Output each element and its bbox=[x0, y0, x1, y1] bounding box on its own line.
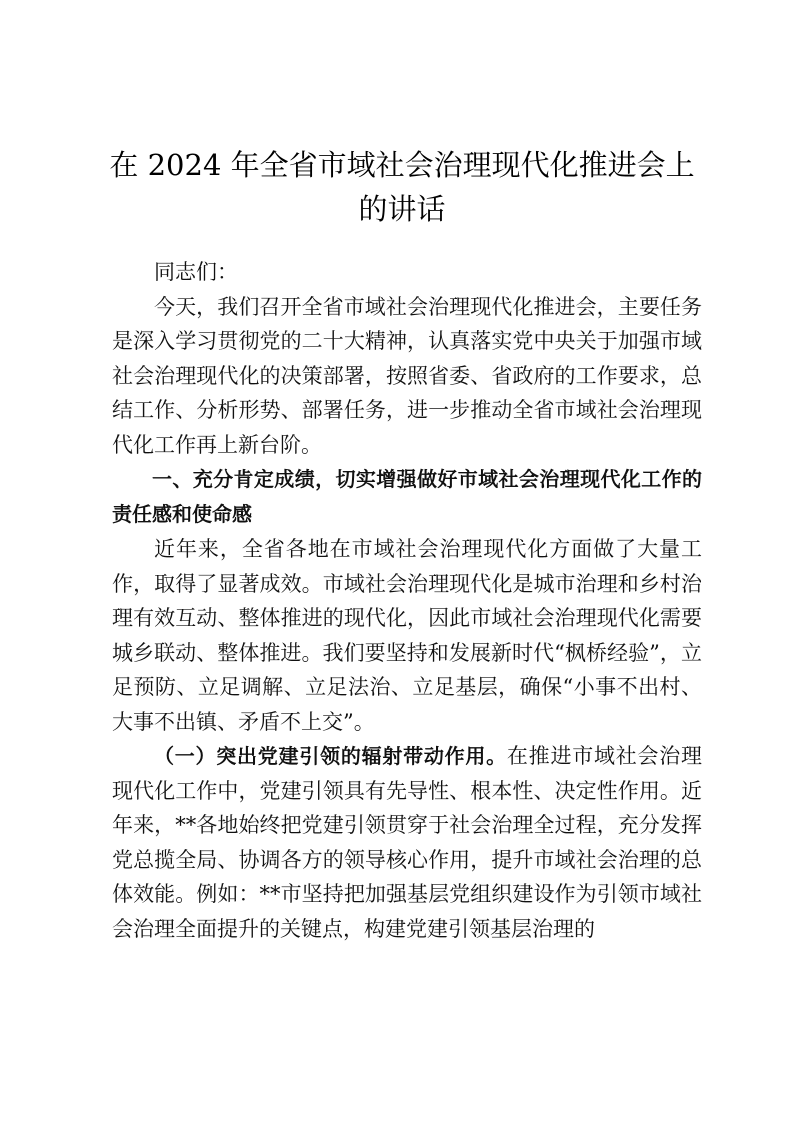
salutation: 同志们： bbox=[154, 260, 238, 284]
document-body bbox=[112, 255, 702, 946]
section-1-paragraph: 近年来，全省各地在市域社会治理现代化方面做了大量工作，取得了显著成效。市域社会治理现代化是城市治理和乡村治理有效互动、整体推进的现代化，因此市域社会治理现代化需要城乡联动、整体推进。我们要坚持和发展新时代“枫桥经验”，立足预防、立足调解、立足法治、立足基层，确保“小事不出村、大事不出镇、矛盾不上交”。 bbox=[112, 537, 702, 734]
intro-paragraph: 今天，我们召开全省市域社会治理现代化推进会，主要任务是深入学习贯彻党的二十大精神，认真落实党中央关于加强市域社会治理现代化的决策部署，按照省委、省政府的工作要求，总结工作、分析形势、部署任务，进一步推动全省市域社会治理现代化工作再上新台阶。 bbox=[112, 294, 702, 457]
subsection-1-text: 在推进市域社会治理现代化工作中，党建引领具有先导性、根本性、决定性作用。近年来，**各地始终把党建引领贯穿于社会治理全过程，充分发挥党总揽全局、协调各方的领导核心作用，提升市域社会治理的总体效能。例如：**市坚持把加强基层党组织建设作为引领市域社会治理全面提升的关键点，构建党建引领基层治理的 bbox=[112, 744, 703, 941]
subsection-1-paragraph bbox=[112, 739, 702, 946]
title-line-2: 的讲话 bbox=[358, 192, 446, 226]
title-line-1: 在 2024 年全省市域社会治理现代化推进会上 bbox=[109, 148, 695, 182]
subsection-1-heading: （一）突出党建引领的辐射带动作用。 bbox=[154, 744, 507, 768]
document-title bbox=[105, 143, 699, 231]
section-1-heading: 一、充分肯定成绩，切实增强做好市域社会治理现代化工作的责任感和使命感 bbox=[112, 467, 702, 526]
